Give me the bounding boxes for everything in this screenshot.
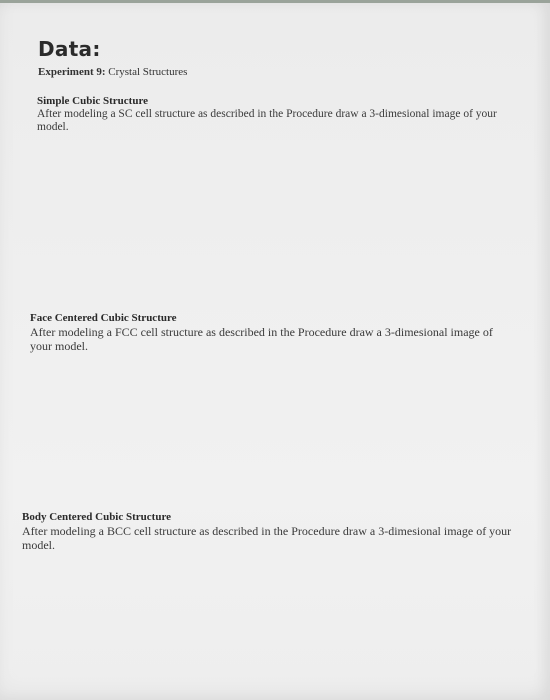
section-face-centered-cubic <box>30 312 510 353</box>
section-body-centered-cubic <box>22 511 512 552</box>
section-title: Body Centered Cubic Structure <box>22 511 172 523</box>
experiment-line <box>38 66 187 78</box>
section-instruction: After modeling a BCC cell structure as described in the Procedure draw a 3-dimesional image of your model. <box>22 524 512 552</box>
section-simple-cubic <box>37 95 507 134</box>
section-instruction: After modeling a SC cell structure as described in the Procedure draw a 3-dimesional image of your model. <box>37 108 497 133</box>
worksheet-page <box>0 3 550 700</box>
page-title: Data: <box>38 37 101 61</box>
section-instruction: After modeling a FCC cell structure as described in the Procedure draw a 3-dimesional image of your model. <box>30 325 493 353</box>
experiment-label: Experiment 9: <box>38 66 106 78</box>
experiment-title: Crystal Structures <box>108 66 188 78</box>
section-title: Simple Cubic Structure <box>37 95 149 107</box>
section-title: Face Centered Cubic Structure <box>30 312 177 324</box>
